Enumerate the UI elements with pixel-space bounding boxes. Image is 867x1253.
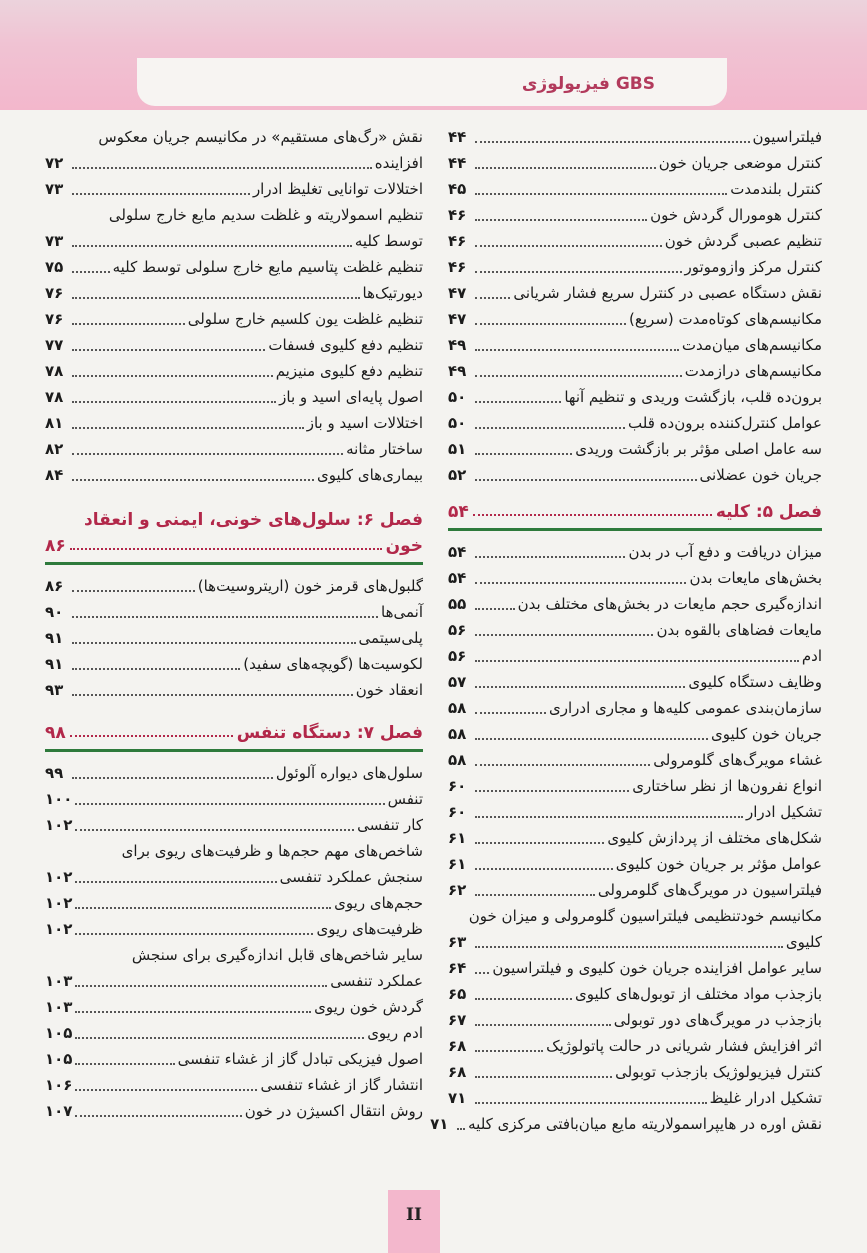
chapter-page: ۸۶	[45, 536, 66, 556]
leader-dots	[475, 1102, 707, 1104]
leader-dots	[475, 946, 783, 948]
toc-entry	[448, 202, 822, 228]
toc-entry	[448, 462, 822, 488]
toc-entry-line: کلیوی	[785, 933, 822, 951]
toc-entry	[448, 799, 822, 825]
toc-column-left	[45, 124, 423, 1124]
toc-entry	[45, 651, 423, 677]
leader-dots	[475, 427, 625, 429]
toc-entry-title: میزان دریافت و دفع آب در بدن	[628, 543, 822, 561]
toc-page-number: ۷۳	[45, 180, 64, 198]
chapter-title-line2: خون	[385, 536, 423, 556]
toc-page-number: ۱۰۳	[45, 998, 73, 1016]
toc-entry	[448, 1085, 822, 1111]
leader-dots	[475, 686, 685, 688]
toc-page-number: ۵۸	[448, 725, 467, 743]
toc-page-number: ۴۷	[448, 310, 467, 328]
toc-list	[45, 890, 423, 942]
toc-entry-title: انعقاد خون	[355, 681, 423, 699]
toc-page-number: ۷۵	[45, 258, 64, 276]
toc-page-number: ۵۴	[448, 543, 467, 561]
leader-dots	[75, 1089, 257, 1091]
toc-entry	[45, 410, 423, 436]
toc-page-number: ۷۷	[45, 336, 64, 354]
toc-entry-title: شکل‌های مختلف از پردازش کلیوی	[607, 829, 822, 847]
toc-entry-title: تشکیل ادرار غلیظ	[709, 1089, 822, 1107]
book-title: GBS فیزیولوژی	[521, 74, 655, 94]
toc-entry	[45, 332, 423, 358]
toc-entry	[45, 176, 423, 202]
leader-dots	[75, 1037, 364, 1039]
toc-entry-title: انتشار گاز از غشاء تنفسی	[260, 1076, 423, 1094]
toc-entry-multiline	[45, 202, 423, 254]
toc-entry	[45, 599, 423, 625]
leader-dots	[475, 193, 727, 195]
toc-entry	[45, 625, 423, 651]
toc-entry-title: عوامل کنترل‌کننده برون‌ده قلب	[628, 414, 822, 432]
toc-entry-title: بازجذب مواد مختلف از توبول‌های کلیوی	[575, 985, 822, 1003]
toc-entry-title: عوامل مؤثر بر جریان خون کلیوی	[615, 855, 822, 873]
toc-entry	[448, 877, 822, 903]
toc-entry-title: پلی‌سیتمی	[358, 629, 423, 647]
toc-entry	[45, 436, 423, 462]
chapter-6-heading	[45, 510, 423, 565]
leader-dots	[475, 401, 561, 403]
toc-entry	[448, 721, 822, 747]
toc-entry-title: سازمان‌بندی عمومی کلیه‌ها و مجاری ادراری	[549, 699, 822, 717]
toc-page-number: ۸۲	[45, 440, 64, 458]
toc-page-number: ۵۲	[448, 466, 467, 484]
leader-dots	[475, 660, 799, 662]
toc-entry	[448, 1007, 822, 1033]
toc-entry	[448, 669, 822, 695]
toc-page-number: ۵۸	[448, 699, 467, 717]
leader-dots	[72, 323, 185, 325]
toc-entry	[448, 591, 822, 617]
toc-entry-title: لکوسیت‌ها (گویچه‌های سفید)	[243, 655, 423, 673]
leader-dots	[72, 453, 343, 455]
toc-page-number: ۴۴	[448, 128, 467, 146]
toc-page-number: ۴۵	[448, 180, 467, 198]
leader-dots	[475, 245, 662, 247]
toc-entry-line: تنظیم اسمولاریته و غلظت سدیم مایع خارج سلولی	[108, 206, 423, 224]
leader-dots	[475, 608, 515, 610]
toc-entry	[45, 462, 423, 488]
toc-entry	[448, 228, 822, 254]
toc-entry-title: کنترل مرکز وازوموتور	[684, 258, 822, 276]
toc-page-number: ۶۱	[448, 855, 467, 873]
toc-page-number: ۱۰۶	[45, 1076, 73, 1094]
toc-entry	[448, 825, 822, 851]
leader-dots	[72, 349, 265, 351]
toc-entry	[448, 643, 822, 669]
toc-entry-title: کنترل هومورال گردش خون	[650, 206, 822, 224]
toc-page-number: ۵۰	[448, 388, 467, 406]
leader-dots	[72, 668, 240, 670]
leader-dots	[72, 427, 304, 429]
chapter-7-heading	[45, 723, 423, 752]
toc-page-number: ۹۱	[45, 629, 64, 647]
toc-entry-title: جریان خون عضلانی	[699, 466, 822, 484]
leader-dots	[475, 634, 653, 636]
chapter-title: فصل ۷: دستگاه تنفس	[236, 723, 423, 743]
toc-entry-title: تنفس	[387, 790, 423, 808]
toc-entry	[430, 1111, 822, 1137]
leader-dots	[75, 1115, 241, 1117]
toc-page-number: ۵۷	[448, 673, 467, 691]
toc-entry	[45, 677, 423, 703]
leader-dots	[475, 790, 629, 792]
toc-page-number: ۱۰۵	[45, 1024, 73, 1042]
toc-entry-title: دیورتیک‌ها	[362, 284, 423, 302]
toc-entry	[448, 410, 822, 436]
toc-list	[45, 573, 423, 703]
toc-page-number: ۶۲	[448, 881, 467, 899]
leader-dots	[475, 479, 697, 481]
leader-dots	[475, 1050, 543, 1052]
toc-entry	[45, 1020, 423, 1046]
toc-entry-title: تشکیل ادرار	[746, 803, 822, 821]
leader-dots	[475, 894, 595, 896]
toc-entry	[448, 1059, 822, 1085]
chapter-page: ۹۸	[45, 723, 66, 743]
leader-dots	[475, 998, 572, 1000]
toc-page-number: ۹۹	[45, 764, 64, 782]
toc-entry-line: افزاینده	[374, 154, 423, 172]
toc-entry	[448, 695, 822, 721]
toc-page-number: ۶۳	[448, 933, 467, 951]
leader-dots	[475, 297, 510, 299]
toc-entry-title: اثر افزایش فشار شریانی در حالت پاتولوژیک	[546, 1037, 822, 1055]
leader-dots	[72, 167, 372, 169]
toc-entry-title: اختلالات اسید و باز	[306, 414, 423, 432]
leader-dots	[475, 764, 650, 766]
toc-entry	[45, 786, 423, 812]
leader-dots	[475, 167, 656, 169]
toc-page-number: ۷۶	[45, 284, 64, 302]
toc-entry	[45, 384, 423, 410]
toc-entry-title: ادم	[801, 647, 822, 665]
toc-entry-title: کنترل فیزیولوژیک بازجذب توبولی	[615, 1063, 822, 1081]
toc-entry	[45, 306, 423, 332]
toc-page-number: ۷۳	[45, 232, 64, 250]
toc-entry	[45, 254, 423, 280]
toc-page-number: ۴۹	[448, 336, 467, 354]
toc-page-number: ۵۱	[448, 440, 467, 458]
leader-dots	[75, 1011, 311, 1013]
leader-dots	[72, 616, 378, 618]
toc-entry-title: غشاء مویرگ‌های گلومرولی	[653, 751, 822, 769]
toc-column-right	[430, 124, 822, 1137]
toc-entry	[448, 617, 822, 643]
chapter-5-heading	[448, 502, 822, 531]
leader-dots	[475, 842, 604, 844]
toc-page-number: ۱۰۳	[45, 972, 73, 990]
toc-page-number: ۱۰۲	[45, 920, 73, 938]
toc-entry-title: تنظیم غلظت پتاسیم مایع خارج سلولی توسط کلیه	[112, 258, 423, 276]
toc-entry-title: مکانیسم‌های درازمدت	[684, 362, 822, 380]
toc-entry	[45, 916, 423, 942]
leader-dots	[72, 642, 356, 644]
toc-list	[45, 760, 423, 838]
toc-entry-title: سلول‌های دیواره آلوئول	[275, 764, 423, 782]
toc-entry-title: گردش خون ریوی	[314, 998, 423, 1016]
leader-dots	[475, 453, 572, 455]
leader-dots	[72, 375, 273, 377]
leader-dots	[475, 712, 546, 714]
toc-page-number: ۱۰۲	[45, 894, 73, 912]
toc-page-number: ۷۱	[430, 1115, 449, 1133]
chapter-page: ۵۴	[448, 502, 469, 522]
toc-entry-title: آنمی‌ها	[381, 603, 423, 621]
leader-dots	[72, 193, 250, 195]
leader-dots	[72, 590, 195, 592]
toc-entry-title: تنظیم دفع کلیوی فسفات	[268, 336, 423, 354]
toc-page-number: ۸۴	[45, 466, 64, 484]
toc-page-number: ۱۰۰	[45, 790, 73, 808]
toc-entry-title: بیماری‌های کلیوی	[316, 466, 423, 484]
toc-entry	[448, 851, 822, 877]
toc-page-number: ۹۱	[45, 655, 64, 673]
leader-dots	[72, 479, 314, 481]
toc-page-number: ۴۶	[448, 206, 467, 224]
leader-dots	[72, 694, 353, 696]
toc-page-number: ۶۱	[448, 829, 467, 847]
toc-page-number: ۷۶	[45, 310, 64, 328]
toc-entry	[448, 358, 822, 384]
toc-entry-title: روش انتقال اکسیژن در خون	[244, 1102, 423, 1120]
toc-entry-title: کنترل بلندمدت	[730, 180, 822, 198]
leader-dots	[475, 375, 682, 377]
toc-entry-title: اندازه‌گیری حجم مایعات در بخش‌های مختلف بدن	[517, 595, 822, 613]
toc-entry	[45, 994, 423, 1020]
toc-entry-line: سایر شاخص‌های قابل اندازه‌گیری برای سنجش	[131, 946, 423, 964]
toc-entry-line: مکانیسم خودتنظیمی فیلتراسیون گلومرولی و میزان خون	[468, 907, 822, 925]
leader-dots	[72, 271, 110, 273]
toc-page-number: ۴۶	[448, 258, 467, 276]
toc-entry-title: تنظیم عصبی گردش خون	[664, 232, 822, 250]
toc-page-number: ۵۴	[448, 569, 467, 587]
toc-entry-title: ساختار مثانه	[346, 440, 423, 458]
toc-list	[448, 124, 822, 488]
toc-entry	[45, 573, 423, 599]
toc-entry	[45, 760, 423, 786]
toc-entry	[448, 150, 822, 176]
leader-dots	[473, 514, 712, 516]
toc-page-number: ۷۲	[45, 154, 64, 172]
toc-page-number: ۴۹	[448, 362, 467, 380]
toc-page-number: ۶۰	[448, 803, 467, 821]
toc-entry-title: تنظیم دفع کلیوی منیزیم	[275, 362, 423, 380]
toc-entry	[45, 280, 423, 306]
leader-dots	[75, 829, 354, 831]
toc-page-number: ۱۰۵	[45, 1050, 73, 1068]
toc-entry	[448, 176, 822, 202]
page-number: II	[388, 1190, 440, 1253]
header-banner	[0, 0, 867, 110]
toc-page-number: ۶۴	[448, 959, 467, 977]
leader-dots	[475, 738, 708, 740]
toc-entry-multiline	[45, 838, 423, 890]
toc-list	[448, 539, 822, 903]
toc-entry	[448, 747, 822, 773]
toc-entry-title: تنظیم غلظت یون کلسیم خارج سلولی	[187, 310, 423, 328]
toc-page-number: ۶۸	[448, 1063, 467, 1081]
leader-dots	[72, 297, 360, 299]
toc-entry-title: فیلتراسیون در مویرگ‌های گلومرولی	[597, 881, 822, 899]
leader-dots	[75, 881, 276, 883]
toc-entry	[45, 890, 423, 916]
leader-dots	[72, 777, 273, 779]
toc-page-number: ۶۷	[448, 1011, 467, 1029]
leader-dots	[75, 907, 331, 909]
toc-entry-title: ظرفیت‌های ریوی	[316, 920, 423, 938]
toc-entry-title: فیلتراسیون	[752, 128, 822, 146]
toc-page-number: ۵۵	[448, 595, 467, 613]
toc-entry	[448, 124, 822, 150]
toc-entry-multiline	[45, 124, 423, 176]
toc-entry-title: مکانیسم‌های میان‌مدت	[681, 336, 822, 354]
toc-entry-title: جریان خون کلیوی	[710, 725, 822, 743]
leader-dots	[457, 1128, 465, 1130]
leader-dots	[475, 271, 682, 273]
toc-entry-title: گلبول‌های قرمز خون (اریتروسیت‌ها)	[197, 577, 423, 595]
leader-dots	[475, 556, 625, 558]
toc-entry-title: مایعات فضاهای بالقوه بدن	[656, 621, 822, 639]
toc-list	[45, 994, 423, 1124]
toc-page-number: ۵۶	[448, 621, 467, 639]
toc-entry	[448, 981, 822, 1007]
toc-entry-title: سه عامل اصلی مؤثر بر بازگشت وریدی	[575, 440, 822, 458]
toc-entry-title: ادم ریوی	[367, 1024, 423, 1042]
toc-entry-line: سنجش عملکرد تنفسی	[279, 868, 423, 886]
toc-entry	[448, 280, 822, 306]
toc-page-number: ۵۸	[448, 751, 467, 769]
toc-entry-title: بازجذب در مویرگ‌های دور توبولی	[613, 1011, 822, 1029]
leader-dots	[475, 816, 743, 818]
toc-entry	[448, 565, 822, 591]
toc-entry-title: حجم‌های ریوی	[334, 894, 423, 912]
leader-dots	[475, 972, 489, 974]
toc-page-number: ۶۵	[448, 985, 467, 1003]
leader-dots	[475, 323, 626, 325]
toc-entry-title: نقش اوره در هایپراسمولاریته مایع میان‌بافتی مرکزی کلیه	[468, 1115, 822, 1133]
leader-dots	[475, 582, 686, 584]
toc-entry	[448, 254, 822, 280]
toc-page-number: ۷۸	[45, 362, 64, 380]
toc-entry-title: انواع نفرون‌ها از نظر ساختاری	[632, 777, 822, 795]
toc-page-number: ۶۰	[448, 777, 467, 795]
toc-entry-title: برون‌ده قلب، بازگشت وریدی و تنظیم آنها	[564, 388, 822, 406]
toc-entry	[45, 1046, 423, 1072]
toc-list	[430, 955, 822, 1137]
toc-page-number: ۵۶	[448, 647, 467, 665]
toc-entry-title: سایر عوامل افزاینده جریان خون کلیوی و فیلتراسیون	[492, 959, 822, 977]
toc-entry-line: شاخص‌های مهم حجم‌ها و ظرفیت‌های ریوی برای	[121, 842, 423, 860]
toc-entry	[448, 332, 822, 358]
toc-page-number: ۸۱	[45, 414, 64, 432]
toc-page-number: ۱۰۲	[45, 868, 73, 886]
leader-dots	[70, 735, 233, 737]
toc-entry	[45, 358, 423, 384]
toc-entry	[448, 436, 822, 462]
leader-dots	[475, 1076, 612, 1078]
leader-dots	[72, 245, 352, 247]
leader-dots	[72, 401, 276, 403]
toc-entry	[448, 1033, 822, 1059]
toc-page-number: ۴۷	[448, 284, 467, 302]
toc-entry	[45, 1098, 423, 1124]
leader-dots	[75, 803, 384, 805]
toc-entry	[448, 773, 822, 799]
toc-entry	[448, 539, 822, 565]
toc-page-number: ۱۰۲	[45, 816, 73, 834]
leader-dots	[70, 548, 382, 550]
toc-entry	[45, 812, 423, 838]
leader-dots	[475, 868, 613, 870]
toc-entry	[45, 1072, 423, 1098]
leader-dots	[475, 1024, 611, 1026]
leader-dots	[75, 933, 313, 935]
toc-page-number: ۹۰	[45, 603, 64, 621]
toc-entry-title: مکانیسم‌های کوتاه‌مدت (سریع)	[629, 310, 822, 328]
toc-entry-title: بخش‌های مایعات بدن	[689, 569, 822, 587]
toc-page-number: ۴۴	[448, 154, 467, 172]
toc-entry-title: کار تنفسی	[357, 816, 423, 834]
toc-page-number: ۸۶	[45, 577, 64, 595]
chapter-title: فصل ۵: کلیه	[715, 502, 822, 522]
leader-dots	[475, 349, 679, 351]
toc-page-number: ۵۰	[448, 414, 467, 432]
toc-entry-line: عملکرد تنفسی	[330, 972, 423, 990]
toc-page-number: ۱۰۷	[45, 1102, 73, 1120]
toc-entry-line: توسط کلیه	[354, 232, 423, 250]
toc-page-number: ۶۸	[448, 1037, 467, 1055]
leader-dots	[75, 985, 327, 987]
toc-list	[45, 254, 423, 488]
toc-entry-title: اصول فیزیکی تبادل گاز از غشاء تنفسی	[177, 1050, 423, 1068]
toc-page-number: ۴۶	[448, 232, 467, 250]
toc-entry-multiline	[45, 942, 423, 994]
chapter-title: فصل ۶: سلول‌های خونی، ایمنی و انعقاد	[84, 510, 423, 530]
toc-page-number: ۷۸	[45, 388, 64, 406]
leader-dots	[475, 219, 647, 221]
toc-entry-line: نقش «رگ‌های مستقیم» در مکانیسم جریان معکوس	[98, 128, 423, 146]
toc-entry-title: اختلالات توانایی تغلیظ ادرار	[252, 180, 423, 198]
toc-entry-title: نقش دستگاه عصبی در کنترل سریع فشار شریانی	[513, 284, 822, 302]
toc-entry-title: اصول پایه‌ای اسید و باز	[279, 388, 423, 406]
leader-dots	[475, 141, 750, 143]
toc-page-number: ۷۱	[448, 1089, 467, 1107]
toc-entry-title: وظایف دستگاه کلیوی	[688, 673, 822, 691]
toc-entry	[448, 306, 822, 332]
toc-page-number: ۹۳	[45, 681, 64, 699]
toc-entry	[448, 384, 822, 410]
toc-entry-multiline	[448, 903, 822, 955]
leader-dots	[75, 1063, 174, 1065]
toc-entry-title: کنترل موضعی جریان خون	[658, 154, 822, 172]
toc-entry	[448, 955, 822, 981]
